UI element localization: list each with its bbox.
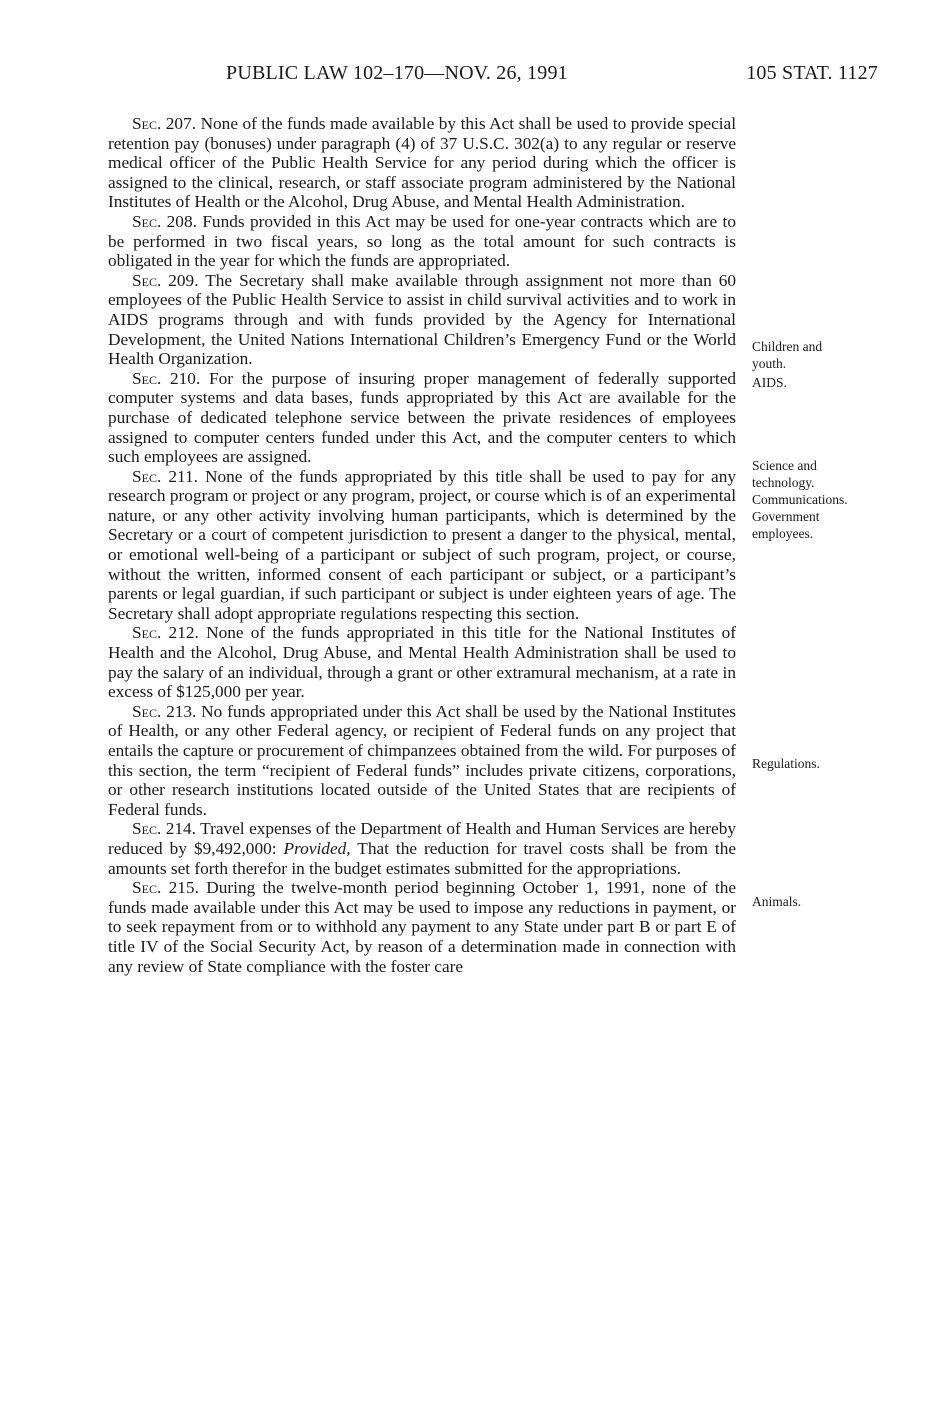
stat-citation: 105 STAT. 1127 xyxy=(746,62,878,84)
section-text-before: Travel expenses of the Department of Health and Human Services are hereby reduced by $9,492,000: xyxy=(108,819,737,858)
margin-note-science-technology: Science and technology. xyxy=(752,458,817,490)
margin-note-animals: Animals. xyxy=(752,894,802,909)
section-text: The Secretary shall make available through assignment not more than 60 employees of the Public Health Service to assist in child survival activities and to work in AIDS programs through and with funds provided by the Agency for International Development, the United Nations International Children’s Emergency Fund or the World Health Organization. xyxy=(108,270,737,369)
margin-note-aids: AIDS. xyxy=(752,375,787,390)
section-text: Funds provided in this Act may be used for one-year contracts which are to be performed in two fiscal years, so long as the total amount for such contracts is obligated in the year for which the funds are appropriated. xyxy=(108,211,736,271)
section-207 xyxy=(108,114,736,212)
section-text: None of the funds made available by this Act shall be used to provide special retention pay (bonuses) under paragraph (4) of 37 U.S.C. 302(a) to any regular or reserve medical officer of the Public Health Service for any period during which the officer is assigned to the clinical, research, or staff associate program administered by the National Institutes of Health or the Alcohol, Drug Abuse, and Mental Health Administration. xyxy=(108,114,737,212)
section-212 xyxy=(108,623,736,701)
section-label: Sec. 208. xyxy=(132,211,197,231)
margin-note-government-employees: Government employees. xyxy=(752,509,820,541)
section-211 xyxy=(108,467,736,624)
section-209 xyxy=(108,271,736,369)
section-label: Sec. 212. xyxy=(132,623,199,643)
section-text: None of the funds appropriated in this title for the National Institutes of Health and the Alcohol, Drug Abuse, and Mental Health Administration shall be used to pay the salary of an individual, through a grant or other extramural mechanism, at a rate in excess of $125,000 per year. xyxy=(108,623,736,702)
running-title: PUBLIC LAW 102–170—NOV. 26, 1991 xyxy=(226,62,568,84)
section-text-after: That the reduction for travel costs shall be from the amounts set forth therefor in the budget estimates submitted for the appropriations. xyxy=(108,838,737,878)
section-label: Sec. 213. xyxy=(132,701,197,721)
section-210 xyxy=(108,369,736,467)
section-208 xyxy=(108,212,736,271)
section-label: Sec. 211. xyxy=(132,466,198,486)
section-italic: Provided, xyxy=(283,838,351,858)
section-215 xyxy=(108,878,736,976)
section-text: No funds appropriated under this Act shall be used by the National Institutes of Health, or any other Federal agency, or recipient of Federal funds on any project that entails the capture or procurement of chimpanzees obtained from the wild. For purposes of this section, the term “recipient of Federal funds” includes private citizens, corporations, or other research institutions located outside of the United States that are recipients of Federal funds. xyxy=(108,701,736,819)
margin-note-regulations: Regulations. xyxy=(752,756,820,771)
margin-note-communications: Communications. xyxy=(752,492,848,507)
page-header xyxy=(108,62,878,92)
section-text: For the purpose of insuring proper management of federally supported computer systems and data bases, funds appropriated by this Act are available for the purchase of dedicated telephone service between the private residences of employees assigned to computer centers funded under this Act, and the computer centers to which such employees are assigned. xyxy=(108,368,737,467)
section-label: Sec. 215. xyxy=(132,878,199,898)
section-label: Sec. 210. xyxy=(132,368,201,388)
section-label: Sec. 207. xyxy=(132,114,197,133)
section-label: Sec. 214. xyxy=(132,819,196,839)
section-text: During the twelve-month period beginning October 1, 1991, none of the funds made available under this Act may be used to impose any reductions in payment, or to seek repayment from or to withhold any payment to any State under part B or part E of title IV of the Social Security Act, by reason of a determination made in connection with any review of State compliance with the foster care xyxy=(108,878,737,976)
section-text: None of the funds appropriated by this title shall be used to pay for any research program or project or any program, project, or course which is of an experimental nature, or any other activity involving human participants, which is determined by the Secretary or a court of competent jurisdiction to present a danger to the physical, mental, or emotional well-being of a participant or subject of such program, project, or course, without the written, informed consent of each participant or subject, or a participant’s parents or legal guardian, if such participant or subject is under eighteen years of age. The Secretary shall adopt appropriate regulations respecting this section. xyxy=(108,466,736,623)
margin-note-children-youth: Children and youth. xyxy=(752,339,823,371)
section-label: Sec. 209. xyxy=(132,270,199,290)
document-body xyxy=(108,114,736,976)
section-213 xyxy=(108,702,736,820)
section-214 xyxy=(108,819,736,878)
